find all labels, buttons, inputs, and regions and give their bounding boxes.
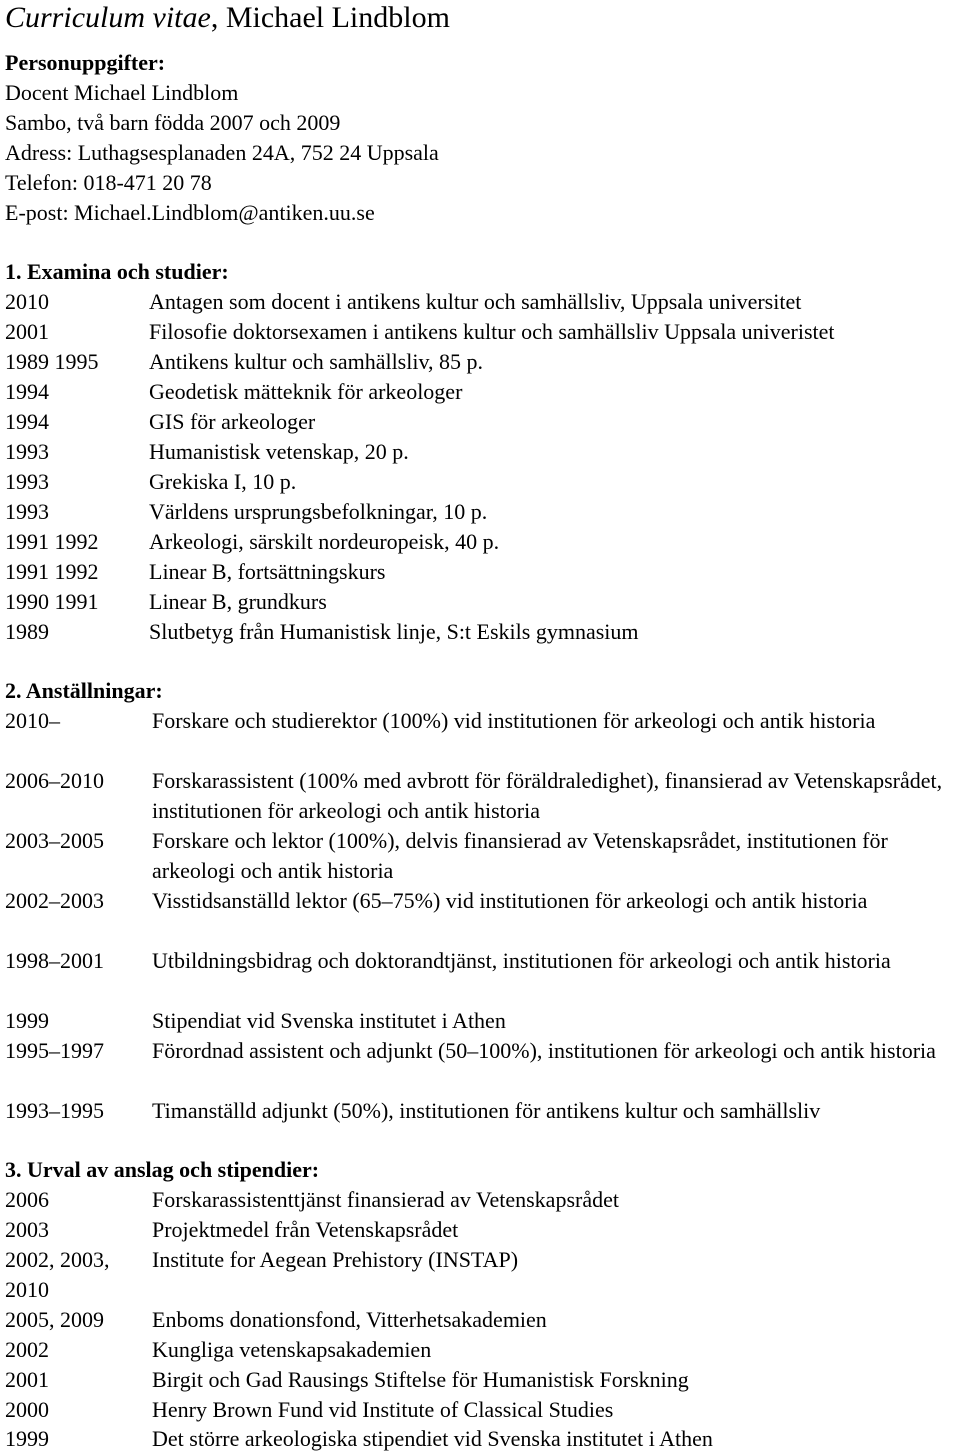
grants-text: Kungliga vetenskapsakademien [152, 1337, 432, 1362]
grants-year: 2000 [5, 1397, 49, 1422]
employment-year: 1995–1997 [5, 1038, 104, 1063]
employment-year: 2003–2005 [5, 828, 104, 853]
education-year: 1991 1992 [5, 559, 99, 584]
education-heading: 1. Examina och studier: [5, 259, 229, 284]
education-text: GIS för arkeologer [149, 409, 316, 434]
education-text: Grekiska I, 10 p. [149, 469, 297, 494]
education-text: Världens ursprungsbefolkningar, 10 p. [149, 499, 488, 524]
education-year: 1994 [5, 409, 49, 434]
grants-text: Projektmedel från Vetenskapsrådet [152, 1217, 459, 1242]
grants-year: 2006 [5, 1187, 49, 1212]
education-text: Slutbetyg från Humanistisk linje, S:t Eskils gymnasium [149, 619, 639, 644]
education-year: 1993 [5, 499, 49, 524]
grants-year: 2003 [5, 1217, 49, 1242]
personal-line: Telefon: 018-471 20 78 [5, 170, 212, 195]
education-year: 1993 [5, 439, 49, 464]
personal-line: Adress: Luthagsesplanaden 24A, 752 24 Uppsala [5, 140, 439, 165]
education-text: Linear B, fortsättningskurs [149, 559, 386, 584]
employment-year: 2010– [5, 708, 60, 733]
employment-year: 1999 [5, 1008, 49, 1033]
education-text: Antikens kultur och samhällsliv, 85 p. [149, 349, 484, 374]
education-text: Geodetisk mätteknik för arkeologer [149, 379, 463, 404]
grants-text: Enboms donationsfond, Vitterhetsakademien [152, 1307, 547, 1332]
grants-text: Forskarassistenttjänst finansierad av Vetenskapsrådet [152, 1187, 619, 1212]
education-text: Arkeologi, särskilt nordeuropeisk, 40 p. [149, 529, 500, 554]
employment-year: 2006–2010 [5, 768, 104, 793]
education-year: 1991 1992 [5, 529, 99, 554]
education-year: 1989 1995 [5, 349, 99, 374]
employment-text: Timanställd adjunkt (50%), institutionen för antikens kultur och samhällsliv [152, 1098, 821, 1123]
employment-year: 2002–2003 [5, 888, 104, 913]
employment-text: Forskarassistent (100% med avbrott för föräldraledighet), finansierad av Vetenskapsrådet, institutionen för arkeologi och antik historia [152, 768, 943, 823]
employment-text: Forskare och studierektor (100%) vid institutionen för arkeologi och antik historia [152, 708, 876, 733]
employment-heading: 2. Anställningar: [5, 678, 163, 703]
education-year: 1989 [5, 619, 49, 644]
education-text: Humanistisk vetenskap, 20 p. [149, 439, 409, 464]
grants-year: 2002, 2003, 2010 [5, 1247, 110, 1302]
employment-text: Forskare och lektor (100%), delvis finansierad av Vetenskapsrådet, institutionen för arkeologi och antik historia [152, 828, 888, 883]
education-text: Linear B, grundkurs [149, 589, 327, 614]
education-year: 2010 [5, 289, 49, 314]
personal-heading: Personuppgifter: [5, 50, 166, 75]
grants-text: Institute for Aegean Prehistory (INSTAP) [152, 1247, 519, 1272]
employment-text: Förordnad assistent och adjunkt (50–100%), institutionen för arkeologi och antik historia [152, 1038, 936, 1063]
personal-line: E-post: Michael.Lindblom@antiken.uu.se [5, 200, 375, 225]
education-text: Antagen som docent i antikens kultur och samhällsliv, Uppsala universitet [149, 289, 802, 314]
employment-text: Stipendiat vid Svenska institutet i Athen [152, 1008, 506, 1033]
employment-text: Utbildningsbidrag och doktorandtjänst, institutionen för arkeologi och antik historia [152, 948, 891, 973]
education-text: Filosofie doktorsexamen i antikens kultur och samhällsliv Uppsala univeristet [149, 319, 835, 344]
grants-year: 2001 [5, 1367, 49, 1392]
education-year: 1994 [5, 379, 49, 404]
education-year: 1993 [5, 469, 49, 494]
personal-line: Docent Michael Lindblom [5, 80, 239, 105]
employment-text: Visstidsanställd lektor (65–75%) vid institutionen för arkeologi och antik historia [152, 888, 868, 913]
title-italic: Curriculum vitae [5, 1, 211, 34]
title-rest: , Michael Lindblom [210, 1, 450, 34]
education-year: 2001 [5, 319, 49, 344]
grants-text: Birgit och Gad Rausings Stiftelse för Humanistisk Forskning [152, 1367, 689, 1392]
education-year: 1990 1991 [5, 589, 99, 614]
grants-year: 1999 [5, 1426, 49, 1451]
employment-year: 1993–1995 [5, 1098, 104, 1123]
grants-year: 2005, 2009 [5, 1307, 104, 1332]
employment-year: 1998–2001 [5, 948, 104, 973]
personal-line: Sambo, två barn födda 2007 och 2009 [5, 110, 341, 135]
grants-text: Henry Brown Fund vid Institute of Classical Studies [152, 1397, 614, 1422]
page-title [5, 0, 450, 36]
grants-heading: 3. Urval av anslag och stipendier: [5, 1157, 320, 1182]
grants-year: 2002 [5, 1337, 49, 1362]
grants-text: Det större arkeologiska stipendiet vid Svenska institutet i Athen [152, 1426, 713, 1451]
